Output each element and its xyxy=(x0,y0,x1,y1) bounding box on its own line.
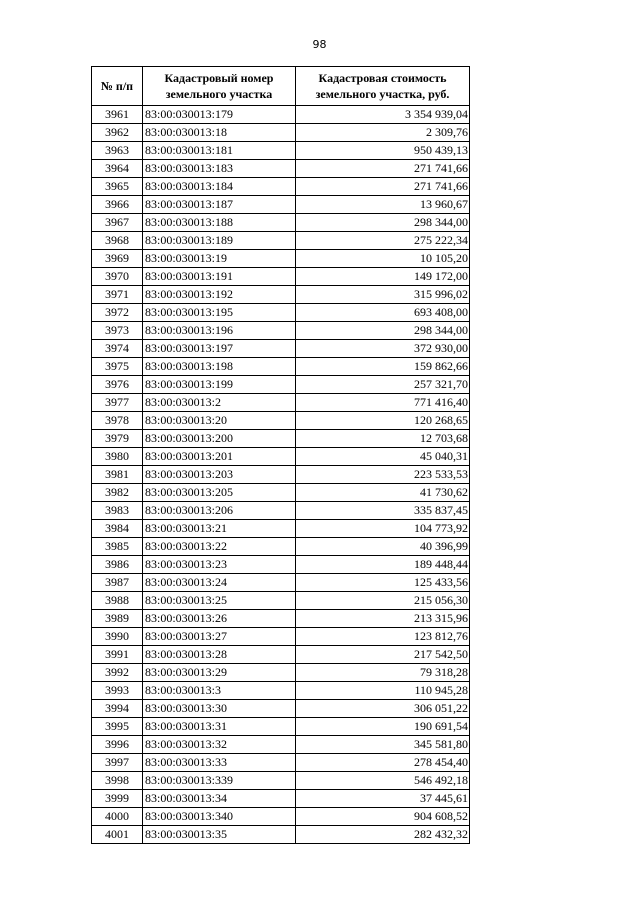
cadastral-value-cell: 40 396,99 xyxy=(296,538,470,556)
cadastral-value-cell: 79 318,28 xyxy=(296,664,470,682)
row-number-cell: 3961 xyxy=(92,106,143,124)
table-row xyxy=(92,124,470,142)
table-row xyxy=(92,736,470,754)
header-row xyxy=(92,67,470,106)
cadastral-number-cell: 83:00:030013:20 xyxy=(143,412,296,430)
cadastral-value-cell: 2 309,76 xyxy=(296,124,470,142)
row-number-cell: 3981 xyxy=(92,466,143,484)
row-number-cell: 3979 xyxy=(92,430,143,448)
row-number-cell: 4000 xyxy=(92,808,143,826)
cadastral-value-cell: 189 448,44 xyxy=(296,556,470,574)
cadastral-value-cell: 298 344,00 xyxy=(296,322,470,340)
cadastral-number-cell: 83:00:030013:26 xyxy=(143,610,296,628)
cadastral-number-cell: 83:00:030013:200 xyxy=(143,430,296,448)
cadastral-value-cell: 45 040,31 xyxy=(296,448,470,466)
cadastral-number-cell: 83:00:030013:192 xyxy=(143,286,296,304)
header-cadastral-number: Кадастровый номер земельного участка xyxy=(143,67,296,106)
row-number-cell: 3996 xyxy=(92,736,143,754)
cadastral-value-cell: 257 321,70 xyxy=(296,376,470,394)
table-row xyxy=(92,160,470,178)
table-row xyxy=(92,430,470,448)
row-number-cell: 3974 xyxy=(92,340,143,358)
table-row xyxy=(92,772,470,790)
table-row xyxy=(92,646,470,664)
cadastral-number-cell: 83:00:030013:184 xyxy=(143,178,296,196)
cadastral-number-cell: 83:00:030013:32 xyxy=(143,736,296,754)
cadastral-number-cell: 83:00:030013:27 xyxy=(143,628,296,646)
row-number-cell: 3962 xyxy=(92,124,143,142)
row-number-cell: 3986 xyxy=(92,556,143,574)
table-row xyxy=(92,286,470,304)
table-row xyxy=(92,556,470,574)
cadastral-value-cell: 3 354 939,04 xyxy=(296,106,470,124)
table-row xyxy=(92,466,470,484)
cadastral-number-cell: 83:00:030013:199 xyxy=(143,376,296,394)
cadastral-value-cell: 190 691,54 xyxy=(296,718,470,736)
row-number-cell: 3995 xyxy=(92,718,143,736)
cadastral-number-cell: 83:00:030013:198 xyxy=(143,358,296,376)
cadastral-number-cell: 83:00:030013:206 xyxy=(143,502,296,520)
cadastral-value-cell: 217 542,50 xyxy=(296,646,470,664)
cadastral-number-cell: 83:00:030013:339 xyxy=(143,772,296,790)
cadastral-value-cell: 282 432,32 xyxy=(296,826,470,844)
table-row xyxy=(92,538,470,556)
row-number-cell: 3988 xyxy=(92,592,143,610)
row-number-cell: 3973 xyxy=(92,322,143,340)
cadastral-value-cell: 278 454,40 xyxy=(296,754,470,772)
cadastral-number-cell: 83:00:030013:33 xyxy=(143,754,296,772)
row-number-cell: 3970 xyxy=(92,268,143,286)
table-row xyxy=(92,214,470,232)
cadastral-number-cell: 83:00:030013:183 xyxy=(143,160,296,178)
row-number-cell: 3993 xyxy=(92,682,143,700)
cadastral-value-table xyxy=(91,66,470,844)
table-row xyxy=(92,682,470,700)
table-row xyxy=(92,754,470,772)
cadastral-number-cell: 83:00:030013:191 xyxy=(143,268,296,286)
table-row xyxy=(92,520,470,538)
row-number-cell: 3989 xyxy=(92,610,143,628)
cadastral-value-cell: 120 268,65 xyxy=(296,412,470,430)
row-number-cell: 3969 xyxy=(92,250,143,268)
row-number-cell: 3992 xyxy=(92,664,143,682)
cadastral-value-cell: 904 608,52 xyxy=(296,808,470,826)
table-row xyxy=(92,142,470,160)
cadastral-value-cell: 104 773,92 xyxy=(296,520,470,538)
header-cadastral-value: Кадастровая стоимость земельного участка, руб. xyxy=(296,67,470,106)
table-row xyxy=(92,574,470,592)
cadastral-value-cell: 125 433,56 xyxy=(296,574,470,592)
table-row xyxy=(92,412,470,430)
cadastral-value-cell: 335 837,45 xyxy=(296,502,470,520)
row-number-cell: 3978 xyxy=(92,412,143,430)
row-number-cell: 3983 xyxy=(92,502,143,520)
row-number-cell: 3967 xyxy=(92,214,143,232)
cadastral-number-cell: 83:00:030013:19 xyxy=(143,250,296,268)
table-row xyxy=(92,628,470,646)
cadastral-value-cell: 215 056,30 xyxy=(296,592,470,610)
header-num: № п/п xyxy=(92,67,143,106)
cadastral-value-cell: 223 533,53 xyxy=(296,466,470,484)
cadastral-number-cell: 83:00:030013:189 xyxy=(143,232,296,250)
row-number-cell: 3963 xyxy=(92,142,143,160)
cadastral-number-cell: 83:00:030013:28 xyxy=(143,646,296,664)
table-row xyxy=(92,358,470,376)
row-number-cell: 3994 xyxy=(92,700,143,718)
table-row xyxy=(92,268,470,286)
cadastral-number-cell: 83:00:030013:23 xyxy=(143,556,296,574)
table-row xyxy=(92,304,470,322)
cadastral-number-cell: 83:00:030013:18 xyxy=(143,124,296,142)
row-number-cell: 3985 xyxy=(92,538,143,556)
cadastral-number-cell: 83:00:030013:35 xyxy=(143,826,296,844)
cadastral-value-cell: 271 741,66 xyxy=(296,178,470,196)
cadastral-number-cell: 83:00:030013:203 xyxy=(143,466,296,484)
table-row xyxy=(92,196,470,214)
cadastral-value-cell: 298 344,00 xyxy=(296,214,470,232)
cadastral-value-cell: 950 439,13 xyxy=(296,142,470,160)
table-row xyxy=(92,700,470,718)
cadastral-number-cell: 83:00:030013:195 xyxy=(143,304,296,322)
table-row xyxy=(92,232,470,250)
table-header xyxy=(92,67,470,106)
row-number-cell: 3987 xyxy=(92,574,143,592)
table-row xyxy=(92,592,470,610)
row-number-cell: 3975 xyxy=(92,358,143,376)
cadastral-number-cell: 83:00:030013:29 xyxy=(143,664,296,682)
cadastral-number-cell: 83:00:030013:179 xyxy=(143,106,296,124)
cadastral-number-cell: 83:00:030013:197 xyxy=(143,340,296,358)
cadastral-value-cell: 213 315,96 xyxy=(296,610,470,628)
table-row xyxy=(92,322,470,340)
row-number-cell: 3977 xyxy=(92,394,143,412)
row-number-cell: 3980 xyxy=(92,448,143,466)
row-number-cell: 3968 xyxy=(92,232,143,250)
cadastral-value-cell: 110 945,28 xyxy=(296,682,470,700)
cadastral-number-cell: 83:00:030013:2 xyxy=(143,394,296,412)
table-row xyxy=(92,826,470,844)
cadastral-value-cell: 13 960,67 xyxy=(296,196,470,214)
cadastral-value-cell: 275 222,34 xyxy=(296,232,470,250)
row-number-cell: 3965 xyxy=(92,178,143,196)
row-number-cell: 3997 xyxy=(92,754,143,772)
cadastral-value-cell: 10 105,20 xyxy=(296,250,470,268)
table-body xyxy=(92,106,470,844)
cadastral-value-cell: 37 445,61 xyxy=(296,790,470,808)
cadastral-value-cell: 771 416,40 xyxy=(296,394,470,412)
cadastral-number-cell: 83:00:030013:187 xyxy=(143,196,296,214)
cadastral-number-cell: 83:00:030013:181 xyxy=(143,142,296,160)
row-number-cell: 3991 xyxy=(92,646,143,664)
row-number-cell: 3984 xyxy=(92,520,143,538)
cadastral-number-cell: 83:00:030013:31 xyxy=(143,718,296,736)
cadastral-value-cell: 12 703,68 xyxy=(296,430,470,448)
table-row xyxy=(92,790,470,808)
cadastral-number-cell: 83:00:030013:21 xyxy=(143,520,296,538)
table-row xyxy=(92,610,470,628)
cadastral-value-cell: 372 930,00 xyxy=(296,340,470,358)
table-row xyxy=(92,178,470,196)
row-number-cell: 3998 xyxy=(92,772,143,790)
cadastral-number-cell: 83:00:030013:34 xyxy=(143,790,296,808)
row-number-cell: 3982 xyxy=(92,484,143,502)
cadastral-value-cell: 546 492,18 xyxy=(296,772,470,790)
cadastral-value-cell: 41 730,62 xyxy=(296,484,470,502)
cadastral-value-cell: 306 051,22 xyxy=(296,700,470,718)
cadastral-value-cell: 271 741,66 xyxy=(296,160,470,178)
row-number-cell: 3966 xyxy=(92,196,143,214)
row-number-cell: 3964 xyxy=(92,160,143,178)
page-number: 98 xyxy=(312,38,327,51)
table-row xyxy=(92,808,470,826)
cadastral-number-cell: 83:00:030013:22 xyxy=(143,538,296,556)
row-number-cell: 3972 xyxy=(92,304,143,322)
table-row xyxy=(92,106,470,124)
cadastral-number-cell: 83:00:030013:340 xyxy=(143,808,296,826)
cadastral-number-cell: 83:00:030013:30 xyxy=(143,700,296,718)
cadastral-value-cell: 159 862,66 xyxy=(296,358,470,376)
cadastral-number-cell: 83:00:030013:205 xyxy=(143,484,296,502)
table-row xyxy=(92,718,470,736)
row-number-cell: 4001 xyxy=(92,826,143,844)
table-row xyxy=(92,250,470,268)
cadastral-number-cell: 83:00:030013:196 xyxy=(143,322,296,340)
table-row xyxy=(92,376,470,394)
cadastral-number-cell: 83:00:030013:24 xyxy=(143,574,296,592)
table-row xyxy=(92,664,470,682)
cadastral-value-cell: 149 172,00 xyxy=(296,268,470,286)
row-number-cell: 3990 xyxy=(92,628,143,646)
table-row xyxy=(92,448,470,466)
cadastral-number-cell: 83:00:030013:188 xyxy=(143,214,296,232)
cadastral-number-cell: 83:00:030013:3 xyxy=(143,682,296,700)
row-number-cell: 3971 xyxy=(92,286,143,304)
table-row xyxy=(92,340,470,358)
table-row xyxy=(92,394,470,412)
cadastral-number-cell: 83:00:030013:25 xyxy=(143,592,296,610)
row-number-cell: 3999 xyxy=(92,790,143,808)
cadastral-number-cell: 83:00:030013:201 xyxy=(143,448,296,466)
cadastral-value-cell: 693 408,00 xyxy=(296,304,470,322)
table-row xyxy=(92,484,470,502)
cadastral-value-cell: 345 581,80 xyxy=(296,736,470,754)
row-number-cell: 3976 xyxy=(92,376,143,394)
cadastral-value-cell: 315 996,02 xyxy=(296,286,470,304)
table-row xyxy=(92,502,470,520)
cadastral-value-cell: 123 812,76 xyxy=(296,628,470,646)
